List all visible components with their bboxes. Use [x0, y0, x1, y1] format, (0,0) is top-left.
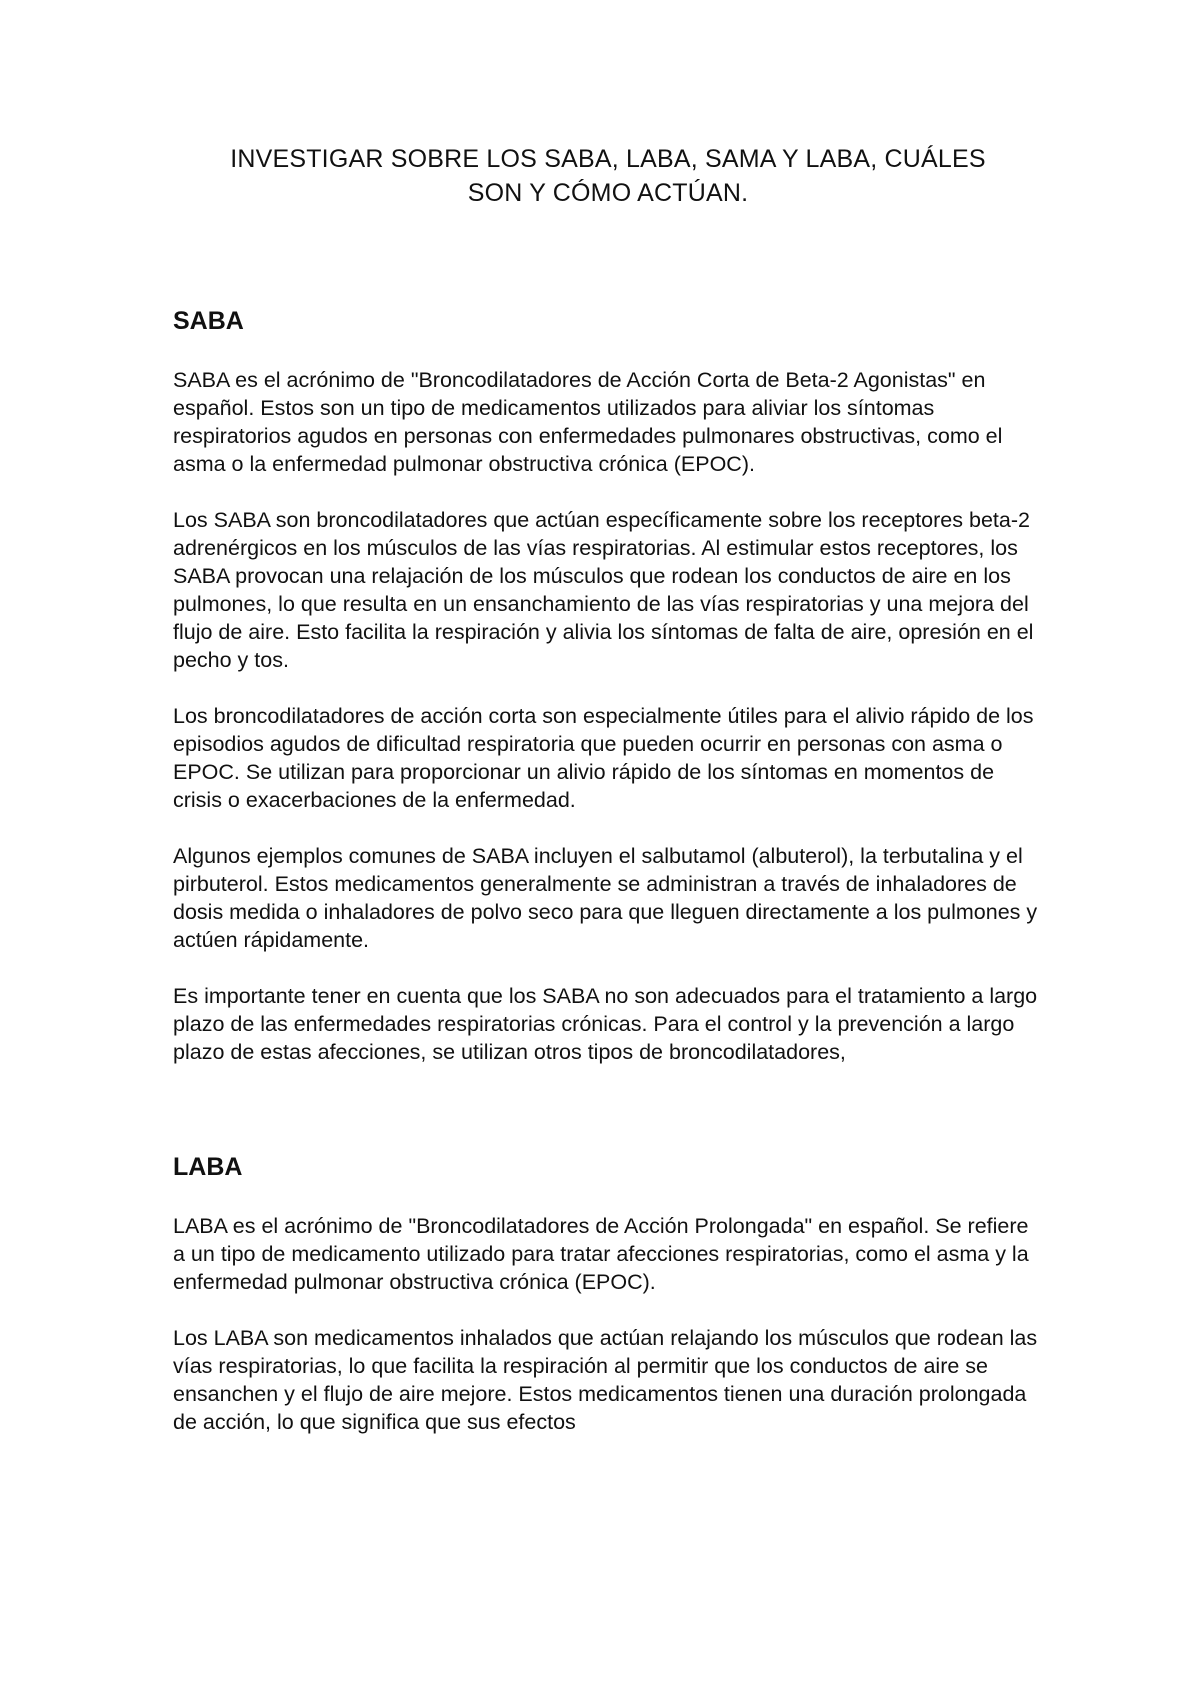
document-title — [173, 142, 1043, 210]
section-laba — [173, 1150, 1043, 1436]
paragraph: LABA es el acrónimo de "Broncodilatadores de Acción Prolongada" en español. Se refiere a un tipo de medicamento utilizado para tratar afecciones respiratorias, como el asma y la enfermedad pulmonar obstructiva crónica (EPOC). — [173, 1214, 1029, 1294]
paragraph: Los LABA son medicamentos inhalados que actúan relajando los músculos que rodean las vías respiratorias, lo que facilita la respiración al permitir que los conductos de aire se ensanchen y el flujo de aire mejore. Estos medicamentos tienen una duración prolongada de acción, lo que significa que sus efectos — [173, 1326, 1038, 1434]
paragraph: Es importante tener en cuenta que los SABA no son adecuados para el tratamiento a largo plazo de las enfermedades respiratorias crónicas. Para el control y la prevención a largo plazo de estas afecciones, se utilizan otros tipos de broncodilatadores, — [173, 984, 1038, 1064]
section-heading-saba: SABA — [173, 307, 244, 335]
paragraph: Algunos ejemplos comunes de SABA incluyen el salbutamol (albuterol), la terbutalina y el pirbuterol. Estos medicamentos generalmente se administran a través de inhaladores de dosis medida o inhaladores de polvo seco para que lleguen directamente a los pulmones y actúen rápidamente. — [173, 844, 1038, 952]
paragraph: Los broncodilatadores de acción corta son especialmente útiles para el alivio rápido de los episodios agudos de dificultad respiratoria que pueden ocurrir en personas con asma o EPOC. Se utilizan para proporcionar un alivio rápido de los síntomas en momentos de crisis o exacerbaciones de la enfermedad. — [173, 704, 1034, 812]
document-title-line-2: SON Y CÓMO ACTÚAN. — [467, 179, 749, 207]
paragraph: SABA es el acrónimo de "Broncodilatadores de Acción Corta de Beta-2 Agonistas" en español. Estos son un tipo de medicamentos utilizados para aliviar los síntomas respiratorios agudos en personas con enfermedades pulmonares obstructivas, como el asma o la enfermedad pulmonar obstructiva crónica (EPOC). — [173, 368, 1003, 476]
document-title-line-1: INVESTIGAR SOBRE LOS SABA, LABA, SAMA Y LABA, CUÁLES — [230, 145, 986, 173]
paragraph: Los SABA son broncodilatadores que actúan específicamente sobre los receptores beta-2 adrenérgicos en los músculos de las vías respiratorias. Al estimular estos receptores, los SABA provocan una relajación de los músculos que rodean los conductos de aire en los pulmones, lo que resulta en un ensanchamiento de las vías respiratorias y una mejora del flujo de aire. Esto facilita la respiración y alivia los síntomas de falta de aire, opresión en el pecho y tos. — [173, 508, 1034, 672]
section-heading-laba: LABA — [173, 1153, 243, 1181]
document-body — [173, 142, 1043, 1436]
section-saba — [173, 304, 1043, 1066]
